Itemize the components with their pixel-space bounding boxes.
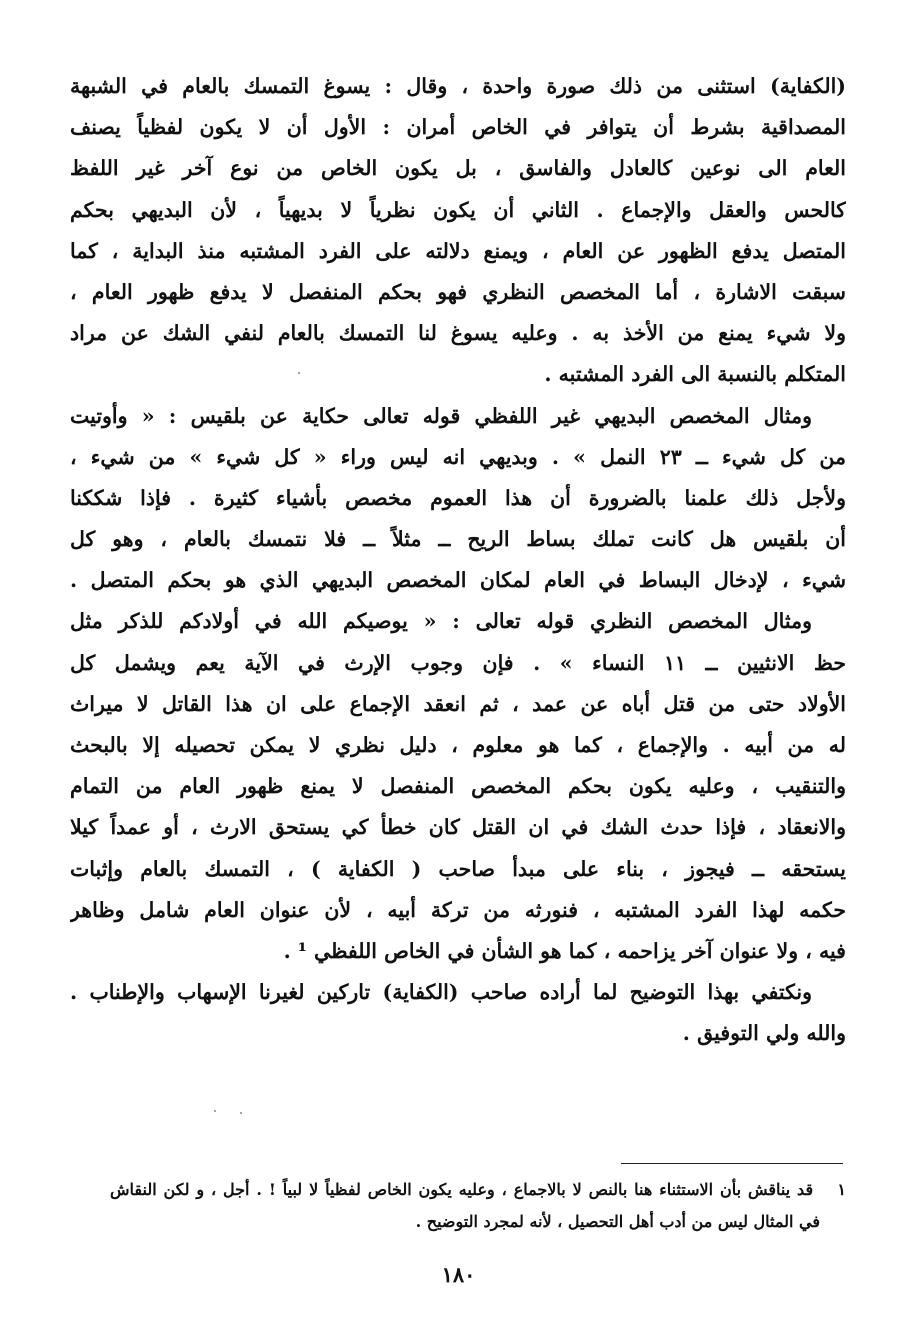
text-line: والانعقاد ، فإذا حدث الشك في ان القتل كان خطأ كي يستحق الارث ، أو عمداً كيلا [70,815,846,840]
text-line: كالحس والعقل والإجماع . الثاني أن يكون نظرياً لا بديهياً ، لأن البديهي بحكم [70,197,846,222]
text-line: أن بلقيس هل كانت تملك بساط الريح ــ مثلاً ــ فلا نتمسك بالعام ، وهو كل [70,527,846,552]
footnote-text: قد يناقش بأن الاستثناء هنا بالنص لا بالاجماع ، وعليه يكون الخاص لفظياً لا لبياً ! . أجل ، و لكن النقاش [110,1180,814,1199]
text-line: ومثال المخصص البديهي غير اللفظي قوله تعالى حكاية عن بلقيس : « وأوتيت [70,403,812,428]
text-line: المتكلم بالنسبة الى الفرد المشتبه . [544,362,846,387]
text-line: المصداقية بشرط أن يتوافر في الخاص أمران : الأول أن لا يكون لفظياً يصنف [70,115,846,140]
text-line: يستحقه ــ فيجوز ، بناء على مبدأ صاحب ( الكفاية ) ، التمسك بالعام وإثبات [70,856,846,881]
text-line: حظ الانثيين ــ ١١ النساء » . فإن وجوب الإرث في الآية يعم ويشمل كل [70,650,846,675]
text-line: حكمه لهذا الفرد المشتبه ، فنورثه من تركة أبيه ، لأن عنوان العام شامل وظاهر [70,897,846,922]
ink-speck [240,1112,242,1114]
footnote-line: في المثال ليس من أدب أهل التحصيل ، لأنه لمجرد التوضيح . [415,1212,820,1231]
page-number: ١٨٠ [441,1262,476,1287]
ink-speck [298,372,300,374]
footnote-separator [621,1163,843,1164]
text-line: فيه ، ولا عنوان آخر يزاحمه ، كما هو الشأن في الخاص اللفظي ¹ . [283,938,846,963]
text-line: المتصل يدفع الظهور عن العام ، ويمنع دلالته على الفرد المشتبه منذ البداية ، كما [70,238,846,263]
text-line: سبقت الاشارة ، أما المخصص النظري فهو بحكم المنفصل لا يدفع ظهور العام ، [70,279,846,304]
text-line: من كل شيء ــ ٢٣ النمل » . وبديهي انه ليس وراء « كل شيء » من شيء ، [70,444,846,469]
text-line: (الكفاية) استثنى من ذلك صورة واحدة ، وقال : يسوغ التمسك بالعام في الشبهة [70,74,846,98]
footnotes [110,1174,846,1238]
text-line: ولا شيء يمنع من الأخذ به . وعليه يسوغ لنا التمسك بالعام لنفي الشك عن مراد [70,321,846,346]
body-text [70,66,846,1055]
text-line: ولأجل ذلك علمنا بالضرورة أن هذا العموم مخصص بأشياء كثيرة . فإذا شككنا [70,485,846,510]
text-line: الأولاد حتى من قتل أباه عن عمد ، ثم انعقد الإجماع على ان هذا القاتل لا ميراث [70,691,846,716]
footnote-number: ١ [837,1180,846,1199]
footnote-line [110,1174,846,1206]
text-line: والتنقيب ، وعليه يكون بحكم المخصص المنفصل لا يمنع ظهور العام من التمام [70,774,846,799]
ink-speck [214,1110,216,1112]
text-line: ومثال المخصص النظري قوله تعالى : « يوصيكم الله في أولادكم للذكر مثل [70,609,812,634]
text-line: والله ولي التوفيق . [682,1021,846,1046]
text-line: العام الى نوعين كالعادل والفاسق ، بل يكون الخاص من نوع آخر غير اللفظ [70,156,846,181]
text-line: شيء ، لإدخال البساط في العام لمكان المخصص البديهي الذي هو بحكم المتصل . [70,568,846,593]
text-line: له من أبيه . والإجماع ، كما هو معلوم ، دليل نظري لا يمكن تحصيله إلا بالبحث [70,733,846,757]
text-line: ونكتفي بهذا التوضيح لما أراده صاحب (الكفاية) تاركين لغيرنا الإسهاب والإطناب . [70,980,812,1005]
